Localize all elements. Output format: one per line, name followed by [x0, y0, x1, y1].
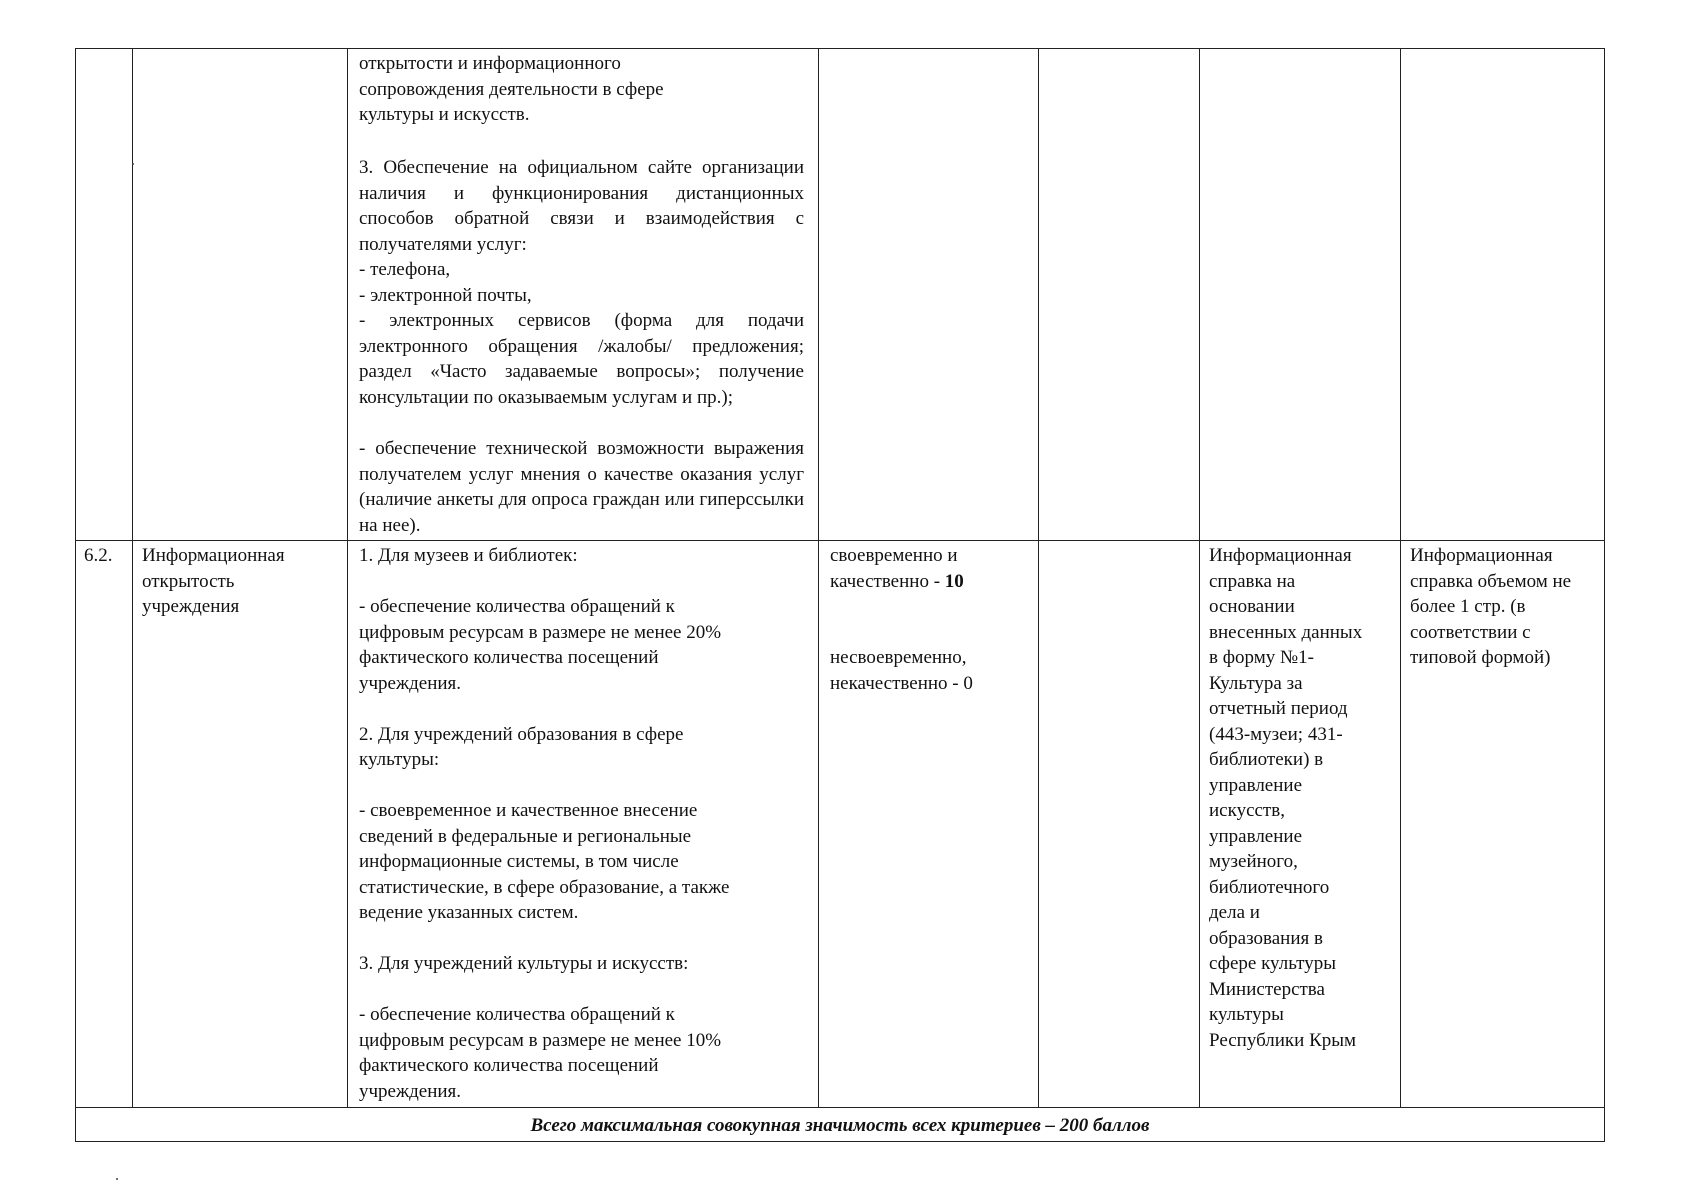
table-divider: [1199, 49, 1200, 1107]
continuation-list-item: - электронных сервисов (форма для подачи электронного обращения /жалобы/ предложения; раздел «Часто задаваемые вопросы»; получение консультации по оказываемым услугам и пр.);: [359, 310, 809, 408]
document-requirement: Информационная справка объемом не более 1 стр. (в соответствии с типовой формой): [1410, 545, 1572, 668]
row-divider: [76, 1107, 1604, 1108]
score-points: 10: [944, 570, 964, 592]
criterion-description: 1. Для музеев и библиотек: - обеспечение количества обращений к цифровым ресурсам в размере не менее 20% фактического количества посещений учреждения. 2. Для учреждений образования в сфере культуры: - своевременное и качественное внесение сведений в федеральные и региональные информационные системы, в том числе статистические, в сфере образование, а также ведение указанных систем. 3. Для учреждений культуры и искусств: - обеспечение количества обращений к цифровым ресурсам в размере не менее 10% фактического количества посещений учреждения.: [359, 545, 730, 1102]
score-positive: [830, 543, 1030, 594]
score-line: качественно -: [830, 570, 945, 592]
table-divider: [347, 49, 348, 1107]
table-divider: [818, 49, 819, 1107]
continuation-item-3: 3. Обеспечение на официальном сайте организации наличия и функционирования дистанционных способов обратной связи и взаимодействия с получателями услуг:: [359, 157, 809, 255]
table-divider: [1038, 49, 1039, 1107]
table-divider: [132, 49, 133, 1107]
continuation-list-item: - телефона,: [359, 259, 451, 280]
row-number: 6.2.: [84, 545, 113, 566]
row-divider: [76, 540, 1604, 541]
scan-speck: [132, 163, 134, 165]
score-line: своевременно и: [830, 545, 958, 566]
scan-speck: [116, 1178, 118, 1180]
continuation-text: открытости и информационного сопровождения деятельности в сфере культуры и искусств.: [359, 53, 664, 125]
table-divider: [1400, 49, 1401, 1107]
source-of-data: Информационная справка на основании внесенных данных в форму №1- Культура за отчетный период (443-музеи; 431- библиотеки) в управление искусств, управление музейного, библиотечного дела и образования в сфере культуры Министерства культуры Республики Крым: [1209, 545, 1363, 1051]
continuation-list-item: - электронной почты,: [359, 284, 532, 306]
total-score-line: Всего максимальная совокупная значимость всех критериев – 200 баллов: [530, 1115, 1150, 1136]
score-negative: несвоевременно, некачественно - 0: [830, 647, 973, 694]
criterion-name: Информационная открытость учреждения: [142, 545, 285, 617]
continuation-list-item: - обеспечение технической возможности выражения получателем услуг мнения о качестве оказания услуг (наличие анкеты для опроса граждан или гиперссылки на нее).: [359, 438, 809, 536]
criteria-table: [75, 48, 1605, 1142]
